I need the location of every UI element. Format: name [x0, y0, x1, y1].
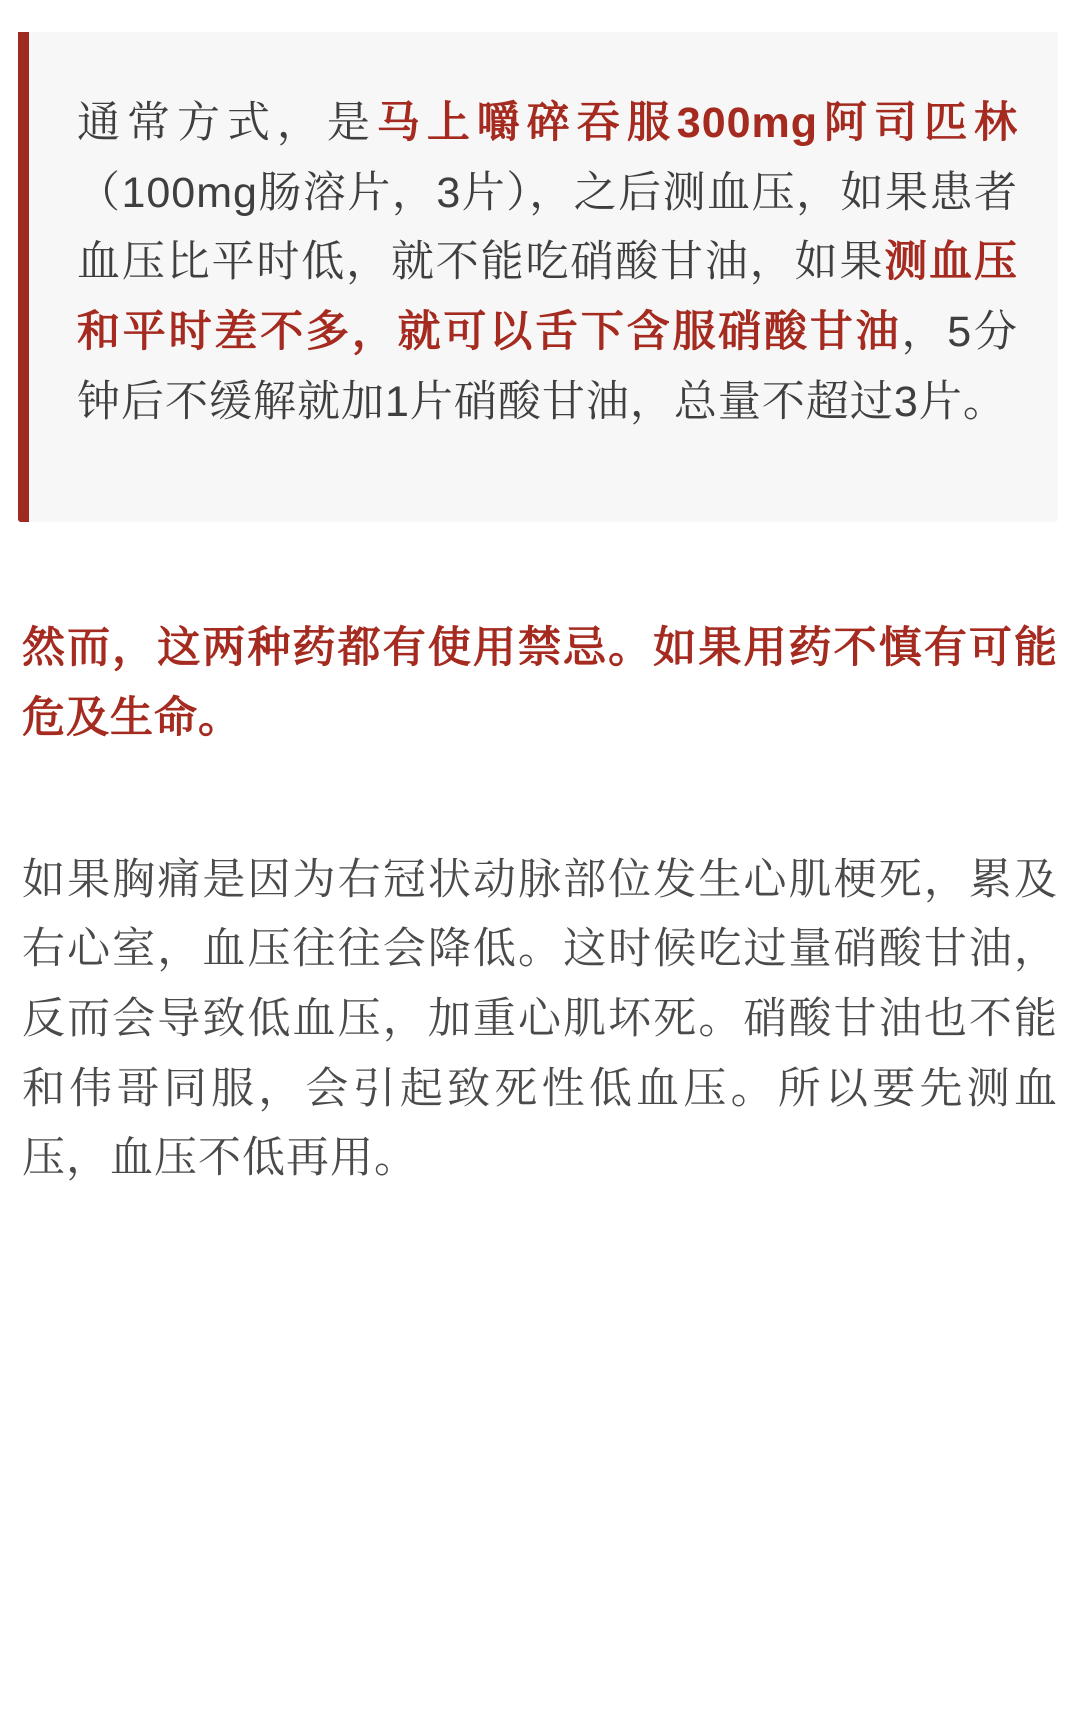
- quote-callout-text: [77, 89, 1018, 437]
- article-page: [0, 18, 1080, 1714]
- warning-paragraph: 然而，这两种药都有使用禁忌。如果用药不慎有可能危及生命。: [22, 624, 1058, 742]
- page-top-edge: [0, 18, 1080, 32]
- callout-segment-plain-2: （100mg肠溶片，3片），之后测血压，如果患者血压比平时低，就不能吃硝酸甘油，如果: [77, 168, 1018, 287]
- callout-segment-highlight-1: 马上嚼碎吞服300mg阿司匹林: [376, 99, 1018, 147]
- body-paragraph: 如果胸痛是因为右冠状动脉部位发生心肌梗死，累及右心室，血压往往会降低。这时候吃过量硝酸甘油，反而会导致低血压，加重心肌坏死。硝酸甘油也不能和伟哥同服，会引起致死性低血压。所以要先测血压，血压不低再用。: [22, 855, 1058, 1183]
- callout-segment-plain-3: ，5分钟后不缓解就加1片硝酸甘油，总量不超过3片。: [77, 307, 1019, 426]
- callout-segment-plain-1: 通常方式，是: [77, 99, 377, 147]
- callout-segment-highlight-2: 测血压和平时差不多，就可以舌下含服硝酸甘油: [77, 238, 1019, 356]
- quote-callout: [18, 18, 1058, 522]
